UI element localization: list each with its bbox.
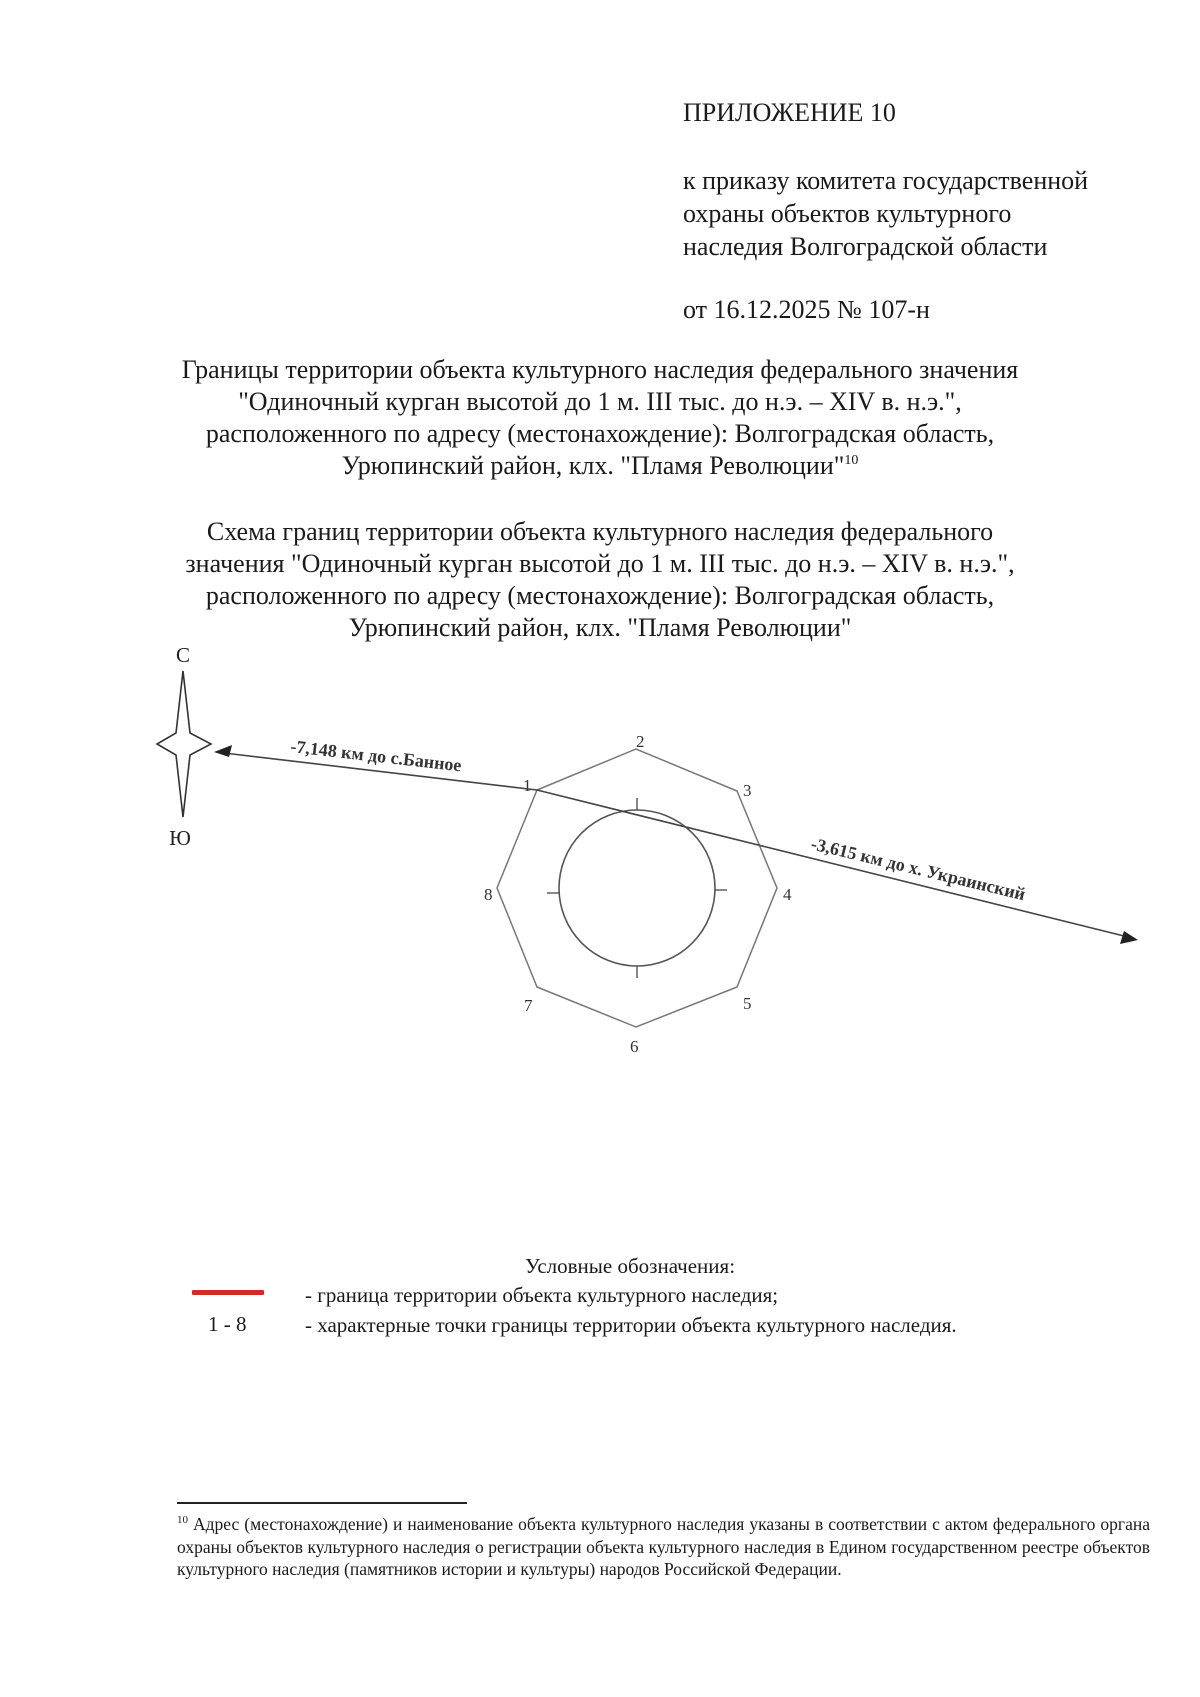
order-date: от 16.12.2025 № 107-н: [683, 295, 930, 324]
point-label-3: 3: [743, 781, 752, 800]
footnote-text: Адрес (местонахождение) и наименование объекта культурного наследия указаны в соответствии с актом федерального органа охраны объектов культурного наследия о регистрации объекта культурного наследия в Едином государственном реестре объектов культурного наследия (памятников истории и культуры) народов Российской Федерации.: [177, 1514, 1150, 1579]
mound-outline: [559, 810, 715, 966]
arrow-west-icon: [214, 745, 232, 757]
distance-label-east: -3,615 км до х. Украинский: [809, 833, 1028, 905]
scheme-title-line: расположенного по адресу (местонахождение): Волгоградская область,: [205, 581, 995, 610]
arrow-east-icon: [1120, 931, 1138, 944]
point-label-2: 2: [636, 732, 645, 751]
title-line: расположенного по адресу (местонахождение): Волгоградская область,: [205, 419, 995, 448]
order-line: к приказу комитета государственной: [683, 166, 1089, 195]
footnote-reference: 10: [844, 453, 859, 468]
distance-label-west: -7,148 км до с.Банное: [289, 736, 463, 776]
mound-ticks: [547, 798, 727, 978]
scheme-title-line: Схема границ территории объекта культурного наследия федерального: [206, 517, 994, 546]
title-line: "Одиночный курган высотой до 1 м. III тыс. до н.э. – XIV в. н.э.",: [238, 387, 962, 416]
legend-boundary-description: - граница территории объекта культурного наследия;: [305, 1283, 779, 1307]
legend-points-label: 1 - 8: [208, 1312, 247, 1336]
point-label-7: 7: [524, 996, 533, 1015]
boundary-point-labels: [484, 732, 792, 1056]
legend-boundary-swatch: [192, 1290, 264, 1295]
compass-south-label: Ю: [169, 826, 191, 850]
scheme-title-line: Урюпинский район, клх. "Пламя Революции": [348, 613, 852, 642]
title-line: Урюпинский район, клх. "Пламя Революции": [341, 451, 845, 480]
point-label-4: 4: [783, 885, 792, 904]
order-line: наследия Волгоградской области: [683, 232, 1048, 261]
scheme-title-line: значения "Одиночный курган высотой до 1 м. III тыс. до н.э. – XIV в. н.э.",: [185, 549, 1015, 578]
footnote-mark: 10: [177, 1514, 188, 1526]
legend-points-description: - характерные точки границы территории объекта культурного наследия.: [305, 1313, 957, 1337]
title-line: Границы территории объекта культурного наследия федерального значения: [181, 355, 1019, 384]
direction-lines: [214, 745, 1138, 944]
footnote-divider: [177, 1502, 467, 1504]
point-label-1: 1: [523, 776, 532, 795]
order-line: охраны объектов культурного: [683, 199, 1012, 228]
point-label-8: 8: [484, 885, 493, 904]
appendix-title: ПРИЛОЖЕНИЕ 10: [683, 98, 896, 127]
footnote: [177, 1513, 1150, 1581]
legend-heading: Условные обозначения:: [525, 1254, 736, 1278]
compass-star-icon: [157, 671, 211, 817]
point-label-5: 5: [743, 994, 752, 1013]
point-label-6: 6: [630, 1037, 639, 1056]
compass-rose: [157, 643, 211, 850]
compass-north-label: С: [175, 643, 191, 667]
